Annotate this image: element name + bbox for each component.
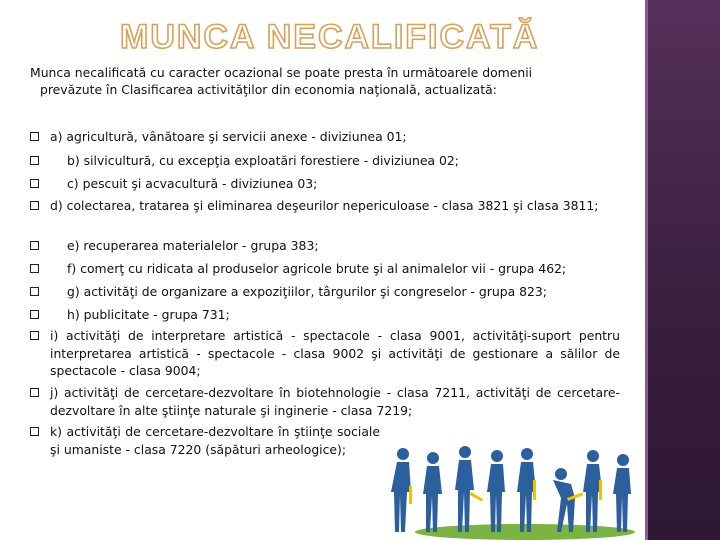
intro-line-1: Munca necalificată cu caracter ocazional se poate presta în următoarele domenii [30, 65, 533, 80]
intro-paragraph [30, 64, 625, 98]
intro-line-2: prevăzute în Clasificarea activităţilor din economia naţională, actualizată: [40, 82, 497, 97]
list-item-text: j) activităţi de cercetare-dezvoltare în biotehnologie - clasa 7211, activităţi de cercetare-dezvoltare în alte ştiinţe naturale şi inginerie - clasa 7219; [50, 385, 620, 418]
square-bullet-icon [30, 310, 39, 319]
slide-title: MUNCA NECALIFICATĂ [120, 18, 540, 56]
list-item-text: e) recuperarea materialelor - grupa 383; [67, 238, 319, 253]
square-bullet-icon [30, 331, 39, 340]
list-item-text: d) colectarea, tratarea şi eliminarea deşeurilor nepericuloase - clasa 3821 şi clasa 3811; [50, 198, 599, 213]
list-item-text: f) comerţ cu ridicata al produselor agricole brute şi al animalelor vii - grupa 462; [67, 261, 567, 276]
square-bullet-icon [30, 132, 39, 141]
list-item-text: c) pescuit şi acvacultură - diviziunea 03; [67, 176, 318, 191]
list-item-text: b) silvicultură, cu excepţia exploatări forestiere - diviziunea 02; [67, 153, 459, 168]
worker-figures [391, 446, 631, 532]
square-bullet-icon [30, 388, 39, 397]
floor-shadow [415, 524, 635, 540]
workers-illustration [385, 440, 640, 540]
list-item-text: i) activităţi de interpretare artistică - spectacole - clasa 9001, activităţi-suport pentru interpretarea artistică - spectacole - clasa 9002 şi activităţi de gestionare a sălilor de spectacole - clasa 9004; [50, 328, 620, 378]
square-bullet-icon [30, 287, 39, 296]
square-bullet-icon [30, 264, 39, 273]
list-item-text: g) activităţi de organizare a expoziţiilor, târgurilor şi congreselor - grupa 823; [67, 284, 547, 299]
square-bullet-icon [30, 241, 39, 250]
square-bullet-icon [30, 179, 39, 188]
square-bullet-icon [30, 201, 39, 210]
list-item-text: a) agricultură, vânătoare şi servicii anexe - diviziunea 01; [50, 129, 407, 144]
square-bullet-icon [30, 427, 39, 436]
decorative-sidebar [645, 0, 720, 540]
sidebar-accent-strip [645, 0, 648, 540]
list-item-text: k) activităţi de cercetare-dezvoltare în ştiinţe sociale şi umaniste - clasa 7220 (săpături arheologice); [50, 424, 380, 457]
square-bullet-icon [30, 156, 39, 165]
list-item-text: h) publicitate - grupa 731; [67, 307, 230, 322]
